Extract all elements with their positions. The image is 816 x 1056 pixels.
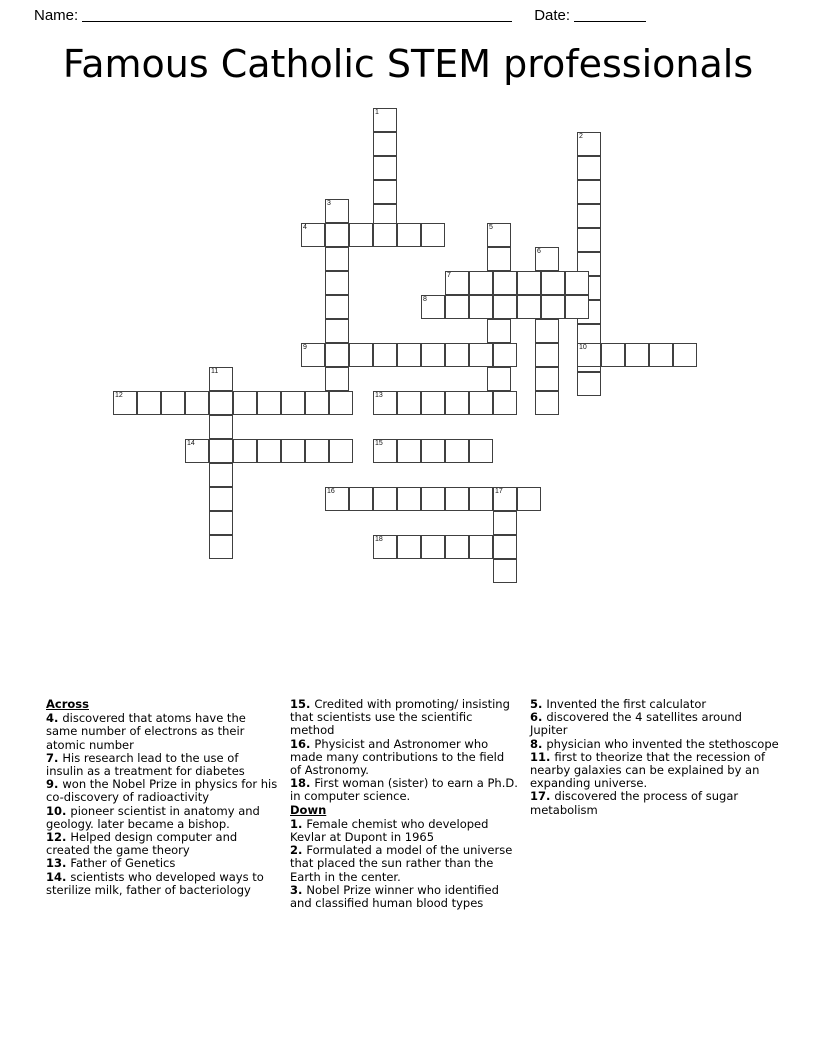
grid-cell[interactable] — [517, 295, 541, 319]
grid-cell[interactable] — [373, 156, 397, 180]
grid-cell[interactable] — [421, 535, 445, 559]
date-label: Date: — [534, 6, 571, 24]
clues-column-2 — [290, 698, 518, 910]
clue-text: discovered the process of sugar metabolism — [530, 789, 739, 817]
grid-cell[interactable] — [445, 535, 469, 559]
grid-cell[interactable] — [673, 343, 697, 367]
grid-cell[interactable] — [325, 271, 349, 295]
down-heading: Down — [290, 802, 327, 817]
grid-cell[interactable] — [373, 487, 397, 511]
grid-cell-number: 10 — [579, 344, 587, 351]
grid-cell[interactable] — [233, 439, 257, 463]
clue-number: 5. — [530, 697, 547, 711]
clue-text: His research lead to the use of insulin as a treatment for diabetes — [46, 750, 245, 779]
clue-item — [530, 711, 780, 737]
grid-cell[interactable] — [209, 487, 233, 511]
grid-cell[interactable] — [373, 535, 397, 559]
grid-cell[interactable] — [161, 391, 185, 415]
grid-cell[interactable] — [397, 223, 421, 247]
grid-cell-number: 11 — [211, 368, 219, 375]
grid-cell[interactable] — [209, 367, 233, 391]
grid-cell-number: 3 — [327, 200, 331, 207]
grid-cell-number: 7 — [447, 272, 451, 279]
clue-item — [46, 712, 278, 752]
grid-cell[interactable] — [349, 487, 373, 511]
grid-cell[interactable] — [493, 511, 517, 535]
clue-number: 14. — [46, 869, 71, 884]
clue-item — [46, 805, 278, 831]
grid-cell[interactable] — [535, 247, 559, 271]
grid-cell[interactable] — [373, 391, 397, 415]
clue-text: first to theorize that the recession of nearby galaxies can be explained by an expanding universe. — [530, 749, 766, 791]
grid-cell[interactable] — [469, 439, 493, 463]
grid-cell[interactable] — [421, 295, 445, 319]
clue-text: Father of Genetics — [70, 856, 176, 871]
grid-cell[interactable] — [373, 223, 397, 247]
clue-number: 10. — [46, 803, 71, 818]
clue-number: 17. — [530, 789, 555, 804]
clue-number: 15. — [290, 697, 315, 711]
grid-cell[interactable] — [305, 391, 329, 415]
clue-item — [290, 738, 518, 778]
clue-text: Helped design computer and created the game theory — [46, 830, 238, 858]
clue-item — [46, 871, 278, 897]
grid-cell[interactable] — [373, 132, 397, 156]
clue-number: 8. — [530, 736, 547, 751]
grid-cell-number: 15 — [375, 440, 383, 447]
grid-cell[interactable] — [535, 319, 559, 343]
grid-cell[interactable] — [209, 415, 233, 439]
grid-cell-number: 2 — [579, 133, 583, 140]
clue-number: 12. — [46, 830, 71, 845]
grid-cell[interactable] — [137, 391, 161, 415]
clue-number: 18. — [290, 776, 315, 791]
grid-cell[interactable] — [325, 367, 349, 391]
clue-number: 9. — [46, 777, 63, 792]
clue-item — [46, 831, 278, 857]
clues-column-1 — [46, 698, 278, 897]
grid-cell[interactable] — [397, 487, 421, 511]
clue-item — [290, 818, 518, 844]
grid-cell[interactable] — [209, 391, 233, 415]
grid-cell[interactable] — [535, 367, 559, 391]
grid-cell[interactable] — [421, 223, 445, 247]
grid-cell-number: 1 — [375, 109, 379, 116]
grid-cell[interactable] — [577, 228, 601, 252]
grid-cell[interactable] — [397, 535, 421, 559]
grid-cell[interactable] — [325, 343, 349, 367]
clue-text: First woman (sister) to earn a Ph.D. in computer science. — [290, 776, 518, 804]
grid-cell[interactable] — [421, 343, 445, 367]
grid-cell-number: 5 — [489, 224, 493, 231]
grid-cell[interactable] — [487, 367, 511, 391]
grid-cell[interactable] — [445, 391, 469, 415]
grid-cell[interactable] — [305, 439, 329, 463]
grid-cell[interactable] — [209, 535, 233, 559]
grid-cell[interactable] — [565, 295, 589, 319]
grid-cell[interactable] — [517, 487, 541, 511]
grid-cell[interactable] — [397, 343, 421, 367]
grid-cell-number: 6 — [537, 248, 541, 255]
grid-cell[interactable] — [421, 391, 445, 415]
grid-cell[interactable] — [301, 223, 325, 247]
clue-text: discovered that atoms have the same number of electrons as their atomic number — [46, 711, 246, 752]
grid-cell[interactable] — [535, 343, 559, 367]
grid-cell[interactable] — [209, 463, 233, 487]
grid-cell[interactable] — [493, 391, 517, 415]
clue-item — [290, 884, 518, 910]
grid-cell[interactable] — [257, 391, 281, 415]
clue-text: discovered the 4 satellites around Jupiter — [530, 710, 742, 738]
clue-text: pioneer scientist in anatomy and geology. later became a bishop. — [46, 803, 260, 831]
grid-cell[interactable] — [281, 439, 305, 463]
clue-number: 7. — [46, 750, 63, 765]
clue-item — [46, 778, 278, 804]
grid-cell[interactable] — [113, 391, 137, 415]
clue-text: Nobel Prize winner who identified and classified human blood types — [290, 882, 499, 911]
grid-cell[interactable] — [487, 319, 511, 343]
grid-cell[interactable] — [487, 223, 511, 247]
clue-item — [290, 777, 518, 803]
grid-cell[interactable] — [445, 343, 469, 367]
clue-item — [530, 790, 780, 816]
grid-cell[interactable] — [329, 439, 353, 463]
grid-cell[interactable] — [185, 391, 209, 415]
grid-cell[interactable] — [601, 343, 625, 367]
grid-cell[interactable] — [209, 439, 233, 463]
grid-cell[interactable] — [493, 295, 517, 319]
grid-cell-number: 13 — [375, 392, 383, 399]
grid-cell[interactable] — [329, 391, 353, 415]
grid-cell[interactable] — [185, 439, 209, 463]
grid-cell[interactable] — [325, 247, 349, 271]
clue-item — [46, 752, 278, 778]
grid-cell[interactable] — [577, 132, 601, 156]
clue-item — [290, 844, 518, 884]
grid-cell[interactable] — [373, 439, 397, 463]
grid-cell[interactable] — [281, 391, 305, 415]
grid-cell[interactable] — [209, 511, 233, 535]
grid-cell[interactable] — [373, 180, 397, 204]
clue-number: 2. — [290, 843, 307, 858]
grid-cell[interactable] — [493, 559, 517, 583]
grid-cell[interactable] — [517, 271, 541, 295]
clues-column-3 — [530, 698, 780, 817]
clue-text: Formulated a model of the universe that placed the sun rather than the Earth in the center. — [290, 843, 513, 884]
clue-number: 3. — [290, 882, 307, 897]
grid-cell[interactable] — [565, 271, 589, 295]
grid-cell-number: 17 — [495, 488, 503, 495]
across-heading: Across — [46, 697, 89, 711]
grid-cell[interactable] — [493, 343, 517, 367]
grid-cell[interactable] — [325, 295, 349, 319]
grid-cell[interactable] — [577, 204, 601, 228]
clue-number: 1. — [290, 816, 307, 831]
name-label: Name: — [34, 6, 79, 24]
grid-cell[interactable] — [577, 372, 601, 396]
grid-cell[interactable] — [469, 535, 493, 559]
grid-cell[interactable] — [373, 108, 397, 132]
clue-text: Credited with promoting/ insisting that scientists use the scientific method — [290, 697, 510, 738]
clue-number: 6. — [530, 710, 547, 725]
clue-number: 16. — [290, 736, 315, 751]
clue-item — [290, 698, 518, 738]
grid-cell[interactable] — [469, 487, 493, 511]
grid-cell-number: 16 — [327, 488, 335, 495]
grid-cell-number: 18 — [375, 536, 383, 543]
clue-number: 11. — [530, 749, 555, 764]
grid-cell[interactable] — [649, 343, 673, 367]
clue-text: scientists who developed ways to sterilize milk, father of bacteriology — [46, 869, 264, 897]
grid-cell[interactable] — [445, 271, 469, 295]
grid-cell-number: 8 — [423, 296, 427, 303]
grid-cell[interactable] — [349, 343, 373, 367]
grid-cell[interactable] — [469, 391, 493, 415]
grid-cell[interactable] — [325, 199, 349, 223]
grid-cell[interactable] — [469, 295, 493, 319]
grid-cell[interactable] — [541, 295, 565, 319]
grid-cell-number: 14 — [187, 440, 195, 447]
grid-cell[interactable] — [325, 319, 349, 343]
grid-cell[interactable] — [325, 223, 349, 247]
grid-cell[interactable] — [445, 439, 469, 463]
clue-number: 13. — [46, 856, 71, 871]
grid-cell[interactable] — [625, 343, 649, 367]
grid-cell[interactable] — [397, 439, 421, 463]
grid-cell[interactable] — [541, 271, 565, 295]
grid-cell[interactable] — [349, 223, 373, 247]
grid-cell-number: 4 — [303, 224, 307, 231]
grid-cell[interactable] — [373, 343, 397, 367]
grid-cell[interactable] — [421, 487, 445, 511]
clue-text: Physicist and Astronomer who made many contributions to the field of Astronomy. — [290, 736, 505, 778]
grid-cell[interactable] — [445, 295, 469, 319]
clue-text: Invented the first calculator — [546, 697, 707, 711]
grid-cell[interactable] — [257, 439, 281, 463]
grid-cell[interactable] — [577, 343, 601, 367]
grid-cell[interactable] — [535, 391, 559, 415]
grid-cell-number: 9 — [303, 344, 307, 351]
clue-text: Female chemist who developed Kevlar at Dupont in 1965 — [290, 816, 489, 845]
clue-text: physician who invented the stethoscope — [546, 736, 779, 751]
clue-number: 4. — [46, 711, 63, 726]
grid-cell[interactable] — [301, 343, 325, 367]
grid-cell[interactable] — [469, 271, 493, 295]
clue-text: won the Nobel Prize in physics for his co-discovery of radioactivity — [46, 777, 278, 805]
grid-cell[interactable] — [325, 487, 349, 511]
clue-item — [530, 751, 780, 791]
grid-cell[interactable] — [487, 247, 511, 271]
grid-cell-number: 12 — [115, 392, 123, 399]
grid-cell[interactable] — [493, 271, 517, 295]
grid-cell[interactable] — [421, 439, 445, 463]
grid-cell[interactable] — [493, 487, 517, 511]
grid-cell[interactable] — [469, 343, 493, 367]
page-title: Famous Catholic STEM professionals — [62, 42, 754, 86]
grid-cell[interactable] — [493, 535, 517, 559]
grid-cell[interactable] — [445, 487, 469, 511]
grid-cell[interactable] — [577, 180, 601, 204]
grid-cell[interactable] — [233, 391, 257, 415]
grid-cell[interactable] — [397, 391, 421, 415]
grid-cell[interactable] — [577, 156, 601, 180]
